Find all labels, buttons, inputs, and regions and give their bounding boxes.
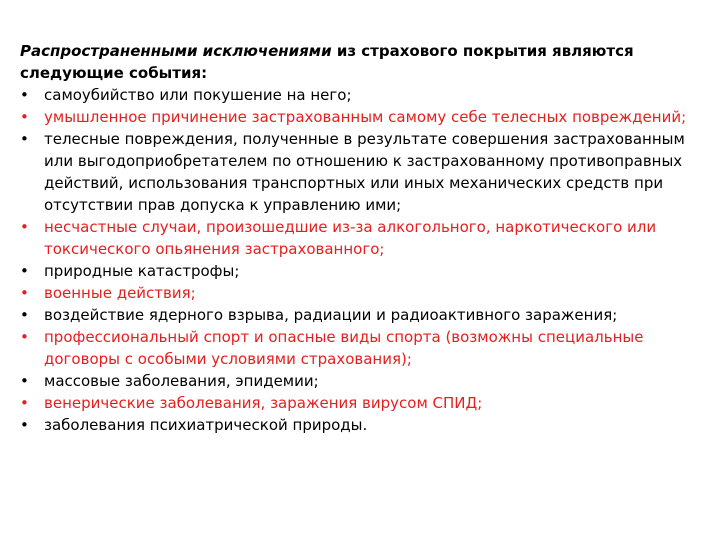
list-item bbox=[20, 260, 700, 282]
heading-rest: из страхового покрытия являются следующие события: bbox=[20, 42, 634, 82]
bullet-icon: • bbox=[20, 218, 29, 236]
list-item bbox=[20, 414, 700, 436]
list-item bbox=[20, 216, 700, 260]
list-item-text: венерические заболевания, заражения вирусом СПИД; bbox=[44, 394, 483, 412]
list-item-text: воздействие ядерного взрыва, радиации и радиоактивного заражения; bbox=[44, 306, 618, 324]
list-item-text: несчастные случаи, произошедшие из-за алкогольного, наркотического или токсического опьянения застрахованного; bbox=[44, 218, 657, 258]
list-item-text: самоубийство или покушение на него; bbox=[44, 86, 352, 104]
list-item-text: военные действия; bbox=[44, 284, 196, 302]
bullet-icon: • bbox=[20, 284, 29, 302]
list-item-text: массовые заболевания, эпидемии; bbox=[44, 372, 319, 390]
bullet-icon: • bbox=[20, 86, 29, 104]
bullet-icon: • bbox=[20, 328, 29, 346]
list-item-text: умышленное причинение застрахованным самому себе телесных повреждений; bbox=[44, 108, 687, 126]
slide-content bbox=[20, 40, 700, 436]
bullet-icon: • bbox=[20, 306, 29, 324]
bullet-icon: • bbox=[20, 372, 29, 390]
list-item bbox=[20, 128, 700, 216]
list-item-text: природные катастрофы; bbox=[44, 262, 240, 280]
list-item bbox=[20, 326, 700, 370]
list-item bbox=[20, 106, 700, 128]
list-item bbox=[20, 304, 700, 326]
list-item bbox=[20, 370, 700, 392]
list-item bbox=[20, 392, 700, 414]
list-item bbox=[20, 84, 700, 106]
bullet-icon: • bbox=[20, 262, 29, 280]
heading-italic: Распространенными исключениями bbox=[20, 42, 332, 60]
list-item-text: заболевания психиатрической природы. bbox=[44, 416, 368, 434]
exclusions-list bbox=[20, 84, 700, 436]
bullet-icon: • bbox=[20, 130, 29, 148]
bullet-icon: • bbox=[20, 108, 29, 126]
list-item-text: телесные повреждения, полученные в результате совершения застрахованным или выгодоприобретателем по отношению к застрахованному противоправных действий, использования транспортных или иных механических средств при отсутствии прав допуска к управлению ими; bbox=[44, 130, 685, 214]
bullet-icon: • bbox=[20, 394, 29, 412]
list-item-text: профессиональный спорт и опасные виды спорта (возможны специальные договоры с особыми условиями страхования); bbox=[44, 328, 644, 368]
slide-heading bbox=[20, 40, 700, 84]
list-item bbox=[20, 282, 700, 304]
bullet-icon: • bbox=[20, 416, 29, 434]
